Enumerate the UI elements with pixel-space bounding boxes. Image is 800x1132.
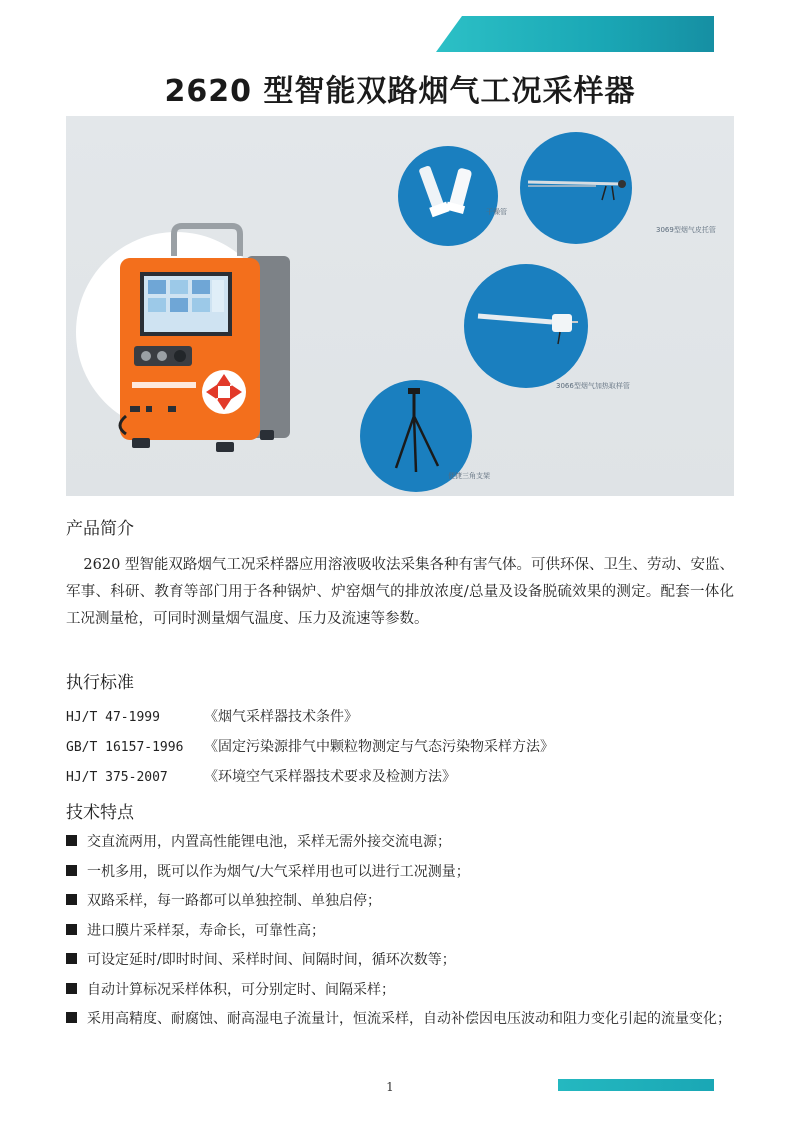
standard-row bbox=[66, 762, 734, 792]
square-bullet-icon bbox=[66, 894, 77, 905]
standard-name: 《环境空气采样器技术要求及检测方法》 bbox=[204, 769, 456, 785]
square-bullet-icon bbox=[66, 1012, 77, 1023]
intro-paragraph: 2620 型智能双路烟气工况采样器应用溶液吸收法采集各种有害气体。可供环保、卫生、劳动、安监、军事、科研、教育等部门用于各种锅炉、炉窑烟气的排放浓度/总量及设备脱硫效果的测定。配套一体化工况测量枪，可同时测量烟气温度、压力及流速等参数。 bbox=[66, 557, 734, 627]
caption-pitot-probe: 3069型烟气皮托管 bbox=[656, 226, 716, 234]
intro-heading: 产品简介 bbox=[66, 519, 134, 539]
page-number: 1 bbox=[386, 1080, 394, 1094]
caption-dryer: 干燥管 bbox=[486, 208, 507, 216]
standard-code: HJ/T 375-2007 bbox=[66, 770, 168, 785]
standards-heading: 执行标准 bbox=[66, 673, 134, 693]
page-title: 2620 型智能双路烟气工况采样器 bbox=[164, 74, 636, 109]
caption-heated-pipe: 3066型烟气加热取样管 bbox=[556, 382, 630, 390]
feature-item: 一机多用，既可以作为烟气/大气采样用也可以进行工况测量； bbox=[66, 858, 734, 888]
feature-item: 自动计算标况采样体积，可分别定时、间隔采样； bbox=[66, 976, 734, 1006]
standard-name: 《烟气采样器技术条件》 bbox=[204, 709, 358, 725]
square-bullet-icon bbox=[66, 865, 77, 876]
square-bullet-icon bbox=[66, 953, 77, 964]
feature-item: 采用高精度、耐腐蚀、耐高湿电子流量计，恒流采样，自动补偿因电压波动和阻力变化引起的流量变化； bbox=[66, 1005, 734, 1035]
standards-list bbox=[66, 702, 734, 792]
pitot-probe-circle bbox=[520, 132, 632, 244]
standard-name: 《固定污染源排气中颗粒物测定与气态污染物采样方法》 bbox=[204, 739, 554, 755]
header-accent-band bbox=[436, 16, 714, 52]
square-bullet-icon bbox=[66, 835, 77, 846]
dryer-tube-circle bbox=[398, 146, 498, 246]
footer-accent-band bbox=[558, 1079, 714, 1091]
feature-item: 可设定延时/即时时间、采样时间、间隔时间，循环次数等； bbox=[66, 946, 734, 976]
feature-item: 进口膜片采样泵，寿命长，可靠性高； bbox=[66, 917, 734, 947]
standard-code: HJ/T 47-1999 bbox=[66, 710, 160, 725]
product-illustration bbox=[66, 116, 734, 496]
standard-row bbox=[66, 732, 734, 762]
square-bullet-icon bbox=[66, 983, 77, 994]
standard-row bbox=[66, 702, 734, 732]
feature-item: 双路采样，每一路都可以单独控制、单独启停； bbox=[66, 887, 734, 917]
square-bullet-icon bbox=[66, 924, 77, 935]
standard-code: GB/T 16157-1996 bbox=[66, 740, 184, 755]
product-hero-image bbox=[66, 116, 734, 496]
caption-tripod: 便捷三角支架 bbox=[448, 472, 490, 480]
features-list bbox=[66, 828, 734, 1035]
feature-item: 交直流两用，内置高性能锂电池，采样无需外接交流电源； bbox=[66, 828, 734, 858]
features-heading: 技术特点 bbox=[66, 803, 134, 823]
